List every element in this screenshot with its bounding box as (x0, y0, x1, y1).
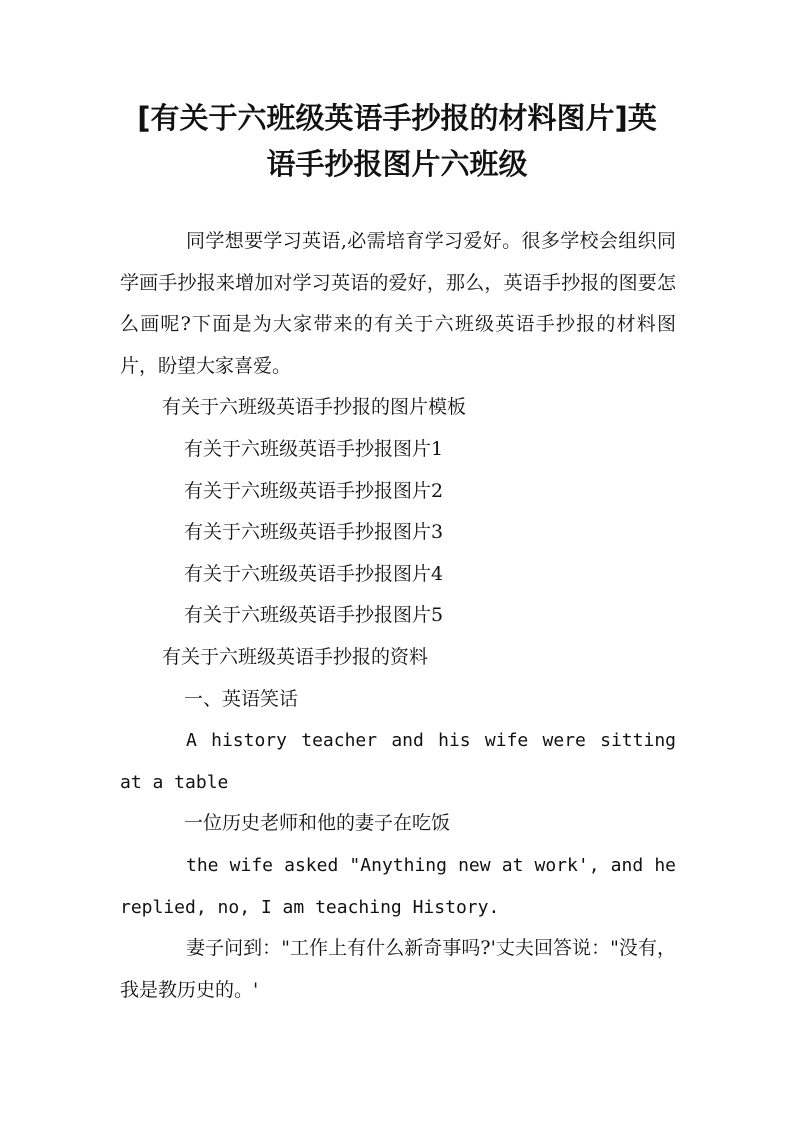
document-body (120, 221, 676, 1011)
section-heading-materials: 有关于六班级英语手抄报的资料 (162, 645, 429, 668)
intro-paragraph: 同学想要学习英语,必需培育学习爱好。很多学校会组织同学画手抄报来增加对学习英语的爱好，那么，英语手抄报的图要怎么画呢?下面是为大家带来的有关于六班级英语手抄报的材料图片，盼望大家喜爱。 (120, 230, 676, 377)
title-line-2: 语手抄报图片六班级 (266, 147, 528, 181)
joke-chinese-2: 妻子问到："工作上有什么新奇事吗?'丈夫回答说："没有，我是教历史的。' (120, 937, 676, 1001)
image-caption-1: 有关于六班级英语手抄报图片1 (184, 437, 444, 460)
document-title (100, 95, 694, 187)
joke-english-2: the wife asked "Anything new at work', and he replied, no, I am teaching History. (120, 854, 676, 918)
image-caption-2: 有关于六班级英语手抄报图片2 (184, 479, 444, 502)
image-caption-5: 有关于六班级英语手抄报图片5 (184, 604, 444, 627)
joke-english-1: A history teacher and his wife were sitting at a table (120, 730, 676, 793)
subsection-heading-joke: 一、英语笑话 (184, 687, 299, 710)
title-line-1: [有关于六班级英语手抄报的材料图片]英 (137, 101, 657, 135)
section-heading-templates: 有关于六班级英语手抄报的图片模板 (162, 396, 467, 419)
image-caption-3: 有关于六班级英语手抄报图片3 (184, 521, 444, 544)
joke-chinese-1: 一位历史老师和他的妻子在吃饭 (184, 812, 451, 835)
image-caption-4: 有关于六班级英语手抄报图片4 (184, 562, 444, 585)
